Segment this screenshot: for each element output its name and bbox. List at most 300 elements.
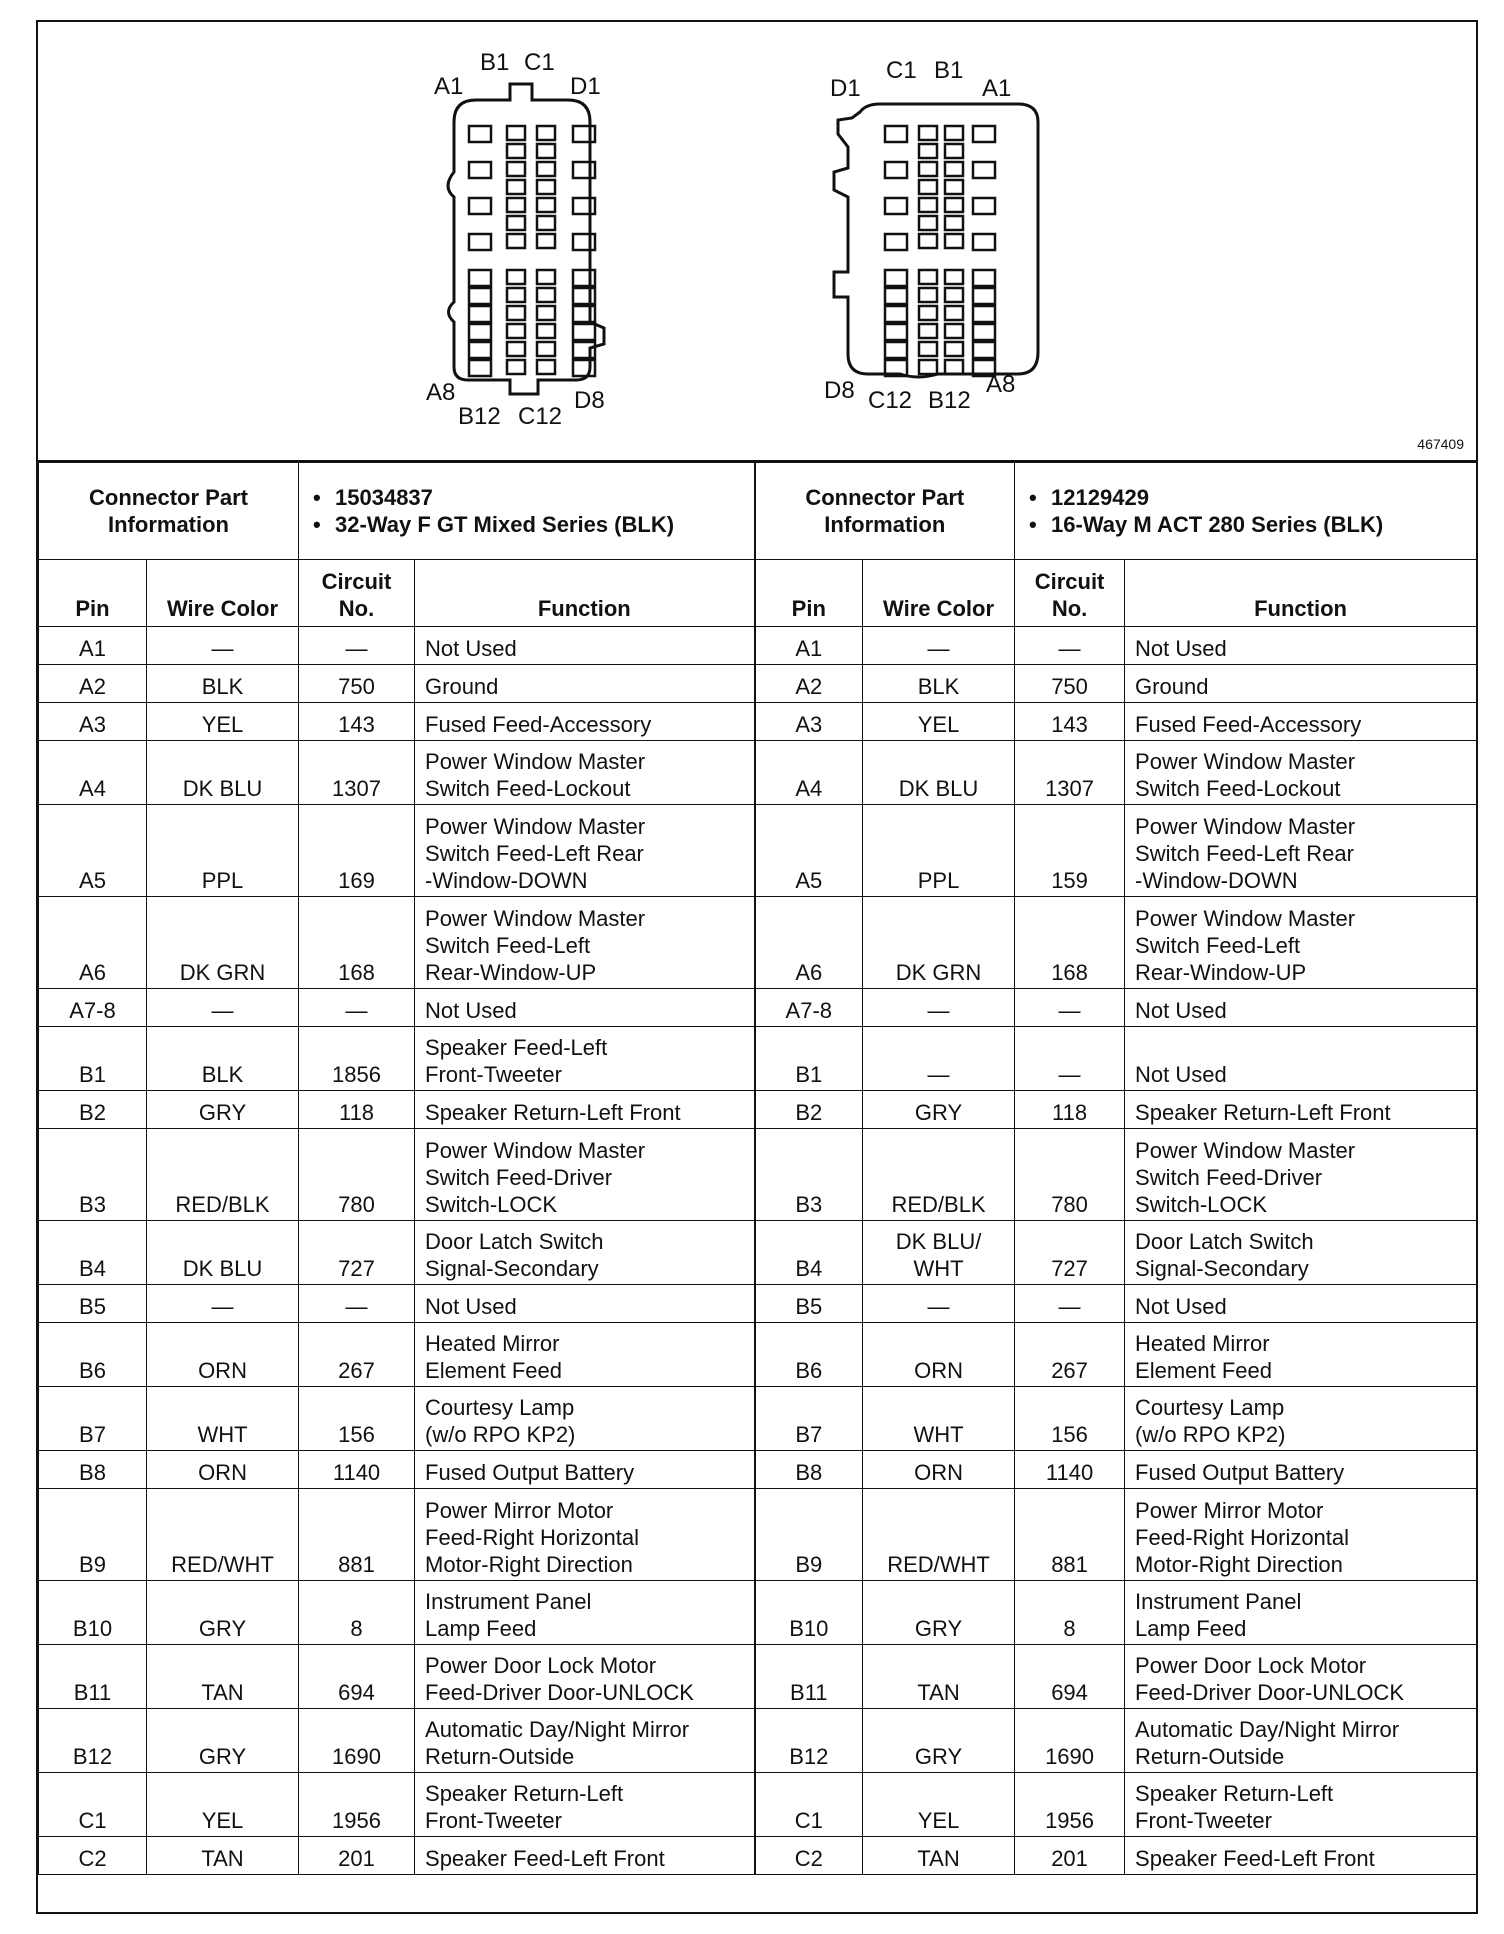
right-pin-cell: B8 [755, 1451, 863, 1489]
c2-label-bottom-3: A8 [986, 371, 1016, 398]
left-wire-color-cell: GRY [147, 1581, 299, 1645]
connector-1-cavity [573, 342, 595, 358]
left-function-cell: Power Window Master Switch Feed-Lockout [415, 741, 755, 805]
connector-2-cavity [885, 306, 907, 322]
column-header-row [39, 560, 1477, 627]
right-pin-cell: B12 [755, 1709, 863, 1773]
right-circuit-no-cell: 1956 [1015, 1773, 1125, 1837]
connector-1-cavity [469, 342, 491, 358]
left-function-cell: Power Window Master Switch Feed-Left Rear-Window-UP [415, 897, 755, 989]
left-wire-color-cell: TAN [147, 1645, 299, 1709]
connector-2-cavity [945, 144, 963, 158]
connector-2-cavity [945, 360, 963, 374]
left-function-cell: Speaker Feed-Left Front-Tweeter [415, 1027, 755, 1091]
table-row [39, 1027, 1477, 1091]
left-circuit-no-cell: 201 [299, 1837, 415, 1875]
table-row [39, 1837, 1477, 1875]
c2-label-top-0: D1 [830, 75, 861, 102]
connector-2-cavity [885, 288, 907, 304]
right-circuit-no-cell: 881 [1015, 1489, 1125, 1581]
left-wire-color-cell: BLK [147, 1027, 299, 1091]
connector-2-cavities [885, 126, 995, 376]
right-circuit-no-cell: — [1015, 989, 1125, 1027]
connector-2-cavity [973, 198, 995, 214]
left-pin-cell: C2 [39, 1837, 147, 1875]
table-row [39, 1709, 1477, 1773]
connector-1-cavity [573, 234, 595, 250]
left-pin-cell: A6 [39, 897, 147, 989]
left-circuit-no-cell: 1140 [299, 1451, 415, 1489]
right-wire-color-cell: TAN [863, 1837, 1015, 1875]
right-pin-cell: B7 [755, 1387, 863, 1451]
header-pin: Pin [755, 560, 863, 627]
connector-1-cavity [469, 288, 491, 304]
connector-2-cavity [919, 360, 937, 374]
right-circuit-no-cell: 156 [1015, 1387, 1125, 1451]
right-circuit-no-cell: 159 [1015, 805, 1125, 897]
connector-1-cavity [507, 198, 525, 212]
connector-2-cavity [919, 144, 937, 158]
left-pin-cell: B10 [39, 1581, 147, 1645]
connector-2-cavity [919, 288, 937, 302]
connector-1-cavity [469, 234, 491, 250]
left-circuit-no-cell: 727 [299, 1221, 415, 1285]
connector-2-cavity [945, 234, 963, 248]
connector-1-cavity [537, 144, 555, 158]
connector-2-cavity [973, 126, 995, 142]
left-function-cell: Heated Mirror Element Feed [415, 1323, 755, 1387]
left-wire-color-cell: RED/BLK [147, 1129, 299, 1221]
left-wire-color-cell: BLK [147, 665, 299, 703]
table-row [39, 1285, 1477, 1323]
connector-1-cavity [507, 180, 525, 194]
connector-1-cavity [537, 360, 555, 374]
left-wire-color-cell: YEL [147, 703, 299, 741]
connector-1-cavity [537, 234, 555, 248]
right-wire-color-cell: GRY [863, 1581, 1015, 1645]
left-pin-cell: A4 [39, 741, 147, 805]
connector-2-cavity [973, 162, 995, 178]
connector-2-cavity [945, 198, 963, 212]
left-circuit-no-cell: 881 [299, 1489, 415, 1581]
connector-1-cavity [573, 306, 595, 322]
left-pin-cell: B7 [39, 1387, 147, 1451]
connector-1-cavity [537, 306, 555, 320]
connector-1-cavity [573, 126, 595, 142]
left-pin-cell: A3 [39, 703, 147, 741]
connector-2-cavity [919, 126, 937, 140]
left-function-cell: Courtesy Lamp (w/o RPO KP2) [415, 1387, 755, 1451]
right-circuit-no-cell: 201 [1015, 1837, 1125, 1875]
right-function-cell: Not Used [1125, 627, 1477, 665]
connector-2-cavity [919, 180, 937, 194]
left-function-cell: Not Used [415, 627, 755, 665]
left-pin-cell: A5 [39, 805, 147, 897]
connector-1-cavities [469, 126, 595, 376]
connector-2-cavity [945, 180, 963, 194]
c2-label-bottom-2: B12 [928, 387, 971, 414]
table-row [39, 805, 1477, 897]
right-wire-color-cell: — [863, 989, 1015, 1027]
left-circuit-no-cell: 1856 [299, 1027, 415, 1091]
c1-label-top-2: C1 [524, 49, 555, 76]
connector-1-cavity [573, 360, 595, 376]
right-function-cell: Automatic Day/Night Mirror Return-Outside [1125, 1709, 1477, 1773]
right-wire-color-cell: PPL [863, 805, 1015, 897]
connector-2-info-label: Connector Part Information [755, 463, 1015, 560]
connector-1-cavity [537, 216, 555, 230]
left-function-cell: Power Door Lock Motor Feed-Driver Door-UNLOCK [415, 1645, 755, 1709]
table-row [39, 897, 1477, 989]
right-pin-cell: A4 [755, 741, 863, 805]
right-wire-color-cell: ORN [863, 1451, 1015, 1489]
table-row [39, 1091, 1477, 1129]
right-pin-cell: C2 [755, 1837, 863, 1875]
connector-1-cavity [573, 198, 595, 214]
connector-1-cavity [507, 162, 525, 176]
right-function-cell: Courtesy Lamp (w/o RPO KP2) [1125, 1387, 1477, 1451]
right-function-cell: Power Window Master Switch Feed-Left Rear -Window-DOWN [1125, 805, 1477, 897]
left-circuit-no-cell: 143 [299, 703, 415, 741]
left-pin-cell: A2 [39, 665, 147, 703]
left-wire-color-cell: — [147, 627, 299, 665]
left-wire-color-cell: DK BLU [147, 1221, 299, 1285]
left-circuit-no-cell: — [299, 989, 415, 1027]
right-function-cell: Fused Output Battery [1125, 1451, 1477, 1489]
left-pin-cell: B2 [39, 1091, 147, 1129]
connector-drawings [38, 22, 1476, 460]
right-function-cell: Speaker Return-Left Front-Tweeter [1125, 1773, 1477, 1837]
connector-2-cavity [885, 198, 907, 214]
left-pin-cell: B8 [39, 1451, 147, 1489]
left-circuit-no-cell: 780 [299, 1129, 415, 1221]
connector-1-cavity [507, 126, 525, 140]
left-pin-cell: B11 [39, 1645, 147, 1709]
connector-2-cavity [973, 288, 995, 304]
table-row [39, 1323, 1477, 1387]
header-wire-color: Wire Color [863, 560, 1015, 627]
left-wire-color-cell: — [147, 989, 299, 1027]
right-wire-color-cell: GRY [863, 1091, 1015, 1129]
right-function-cell: Door Latch Switch Signal-Secondary [1125, 1221, 1477, 1285]
table-row [39, 1773, 1477, 1837]
connector-2-cavity [885, 342, 907, 358]
connector-1-cavity [537, 324, 555, 338]
left-circuit-no-cell: 750 [299, 665, 415, 703]
connector-info-row [39, 463, 1477, 560]
right-pin-cell: B2 [755, 1091, 863, 1129]
c2-label-top-3: A1 [982, 75, 1012, 102]
connector-1-cavity [537, 180, 555, 194]
left-function-cell: Instrument Panel Lamp Feed [415, 1581, 755, 1645]
left-circuit-no-cell: 169 [299, 805, 415, 897]
left-function-cell: Power Window Master Switch Feed-Left Rear -Window-DOWN [415, 805, 755, 897]
table-row [39, 1581, 1477, 1645]
right-wire-color-cell: RED/WHT [863, 1489, 1015, 1581]
connector-1-cavity [537, 342, 555, 356]
left-wire-color-cell: WHT [147, 1387, 299, 1451]
connector-2-part-info: • 12129429 • 16-Way M ACT 280 Series (BLK) [1015, 463, 1477, 560]
left-circuit-no-cell: 8 [299, 1581, 415, 1645]
connector-diagram [38, 22, 1476, 462]
connector-2-cavity [919, 324, 937, 338]
connector-1-cavity [507, 324, 525, 338]
connector-1-cavity [469, 324, 491, 340]
connector-1-cavity [507, 234, 525, 248]
right-pin-cell: A6 [755, 897, 863, 989]
left-wire-color-cell: ORN [147, 1323, 299, 1387]
c1-label-top-0: A1 [434, 73, 464, 100]
connector-2-cavity [885, 126, 907, 142]
pinout-table [38, 462, 1477, 1875]
left-function-cell: Fused Feed-Accessory [415, 703, 755, 741]
right-circuit-no-cell: — [1015, 627, 1125, 665]
connector-2-cavity [945, 216, 963, 230]
right-circuit-no-cell: 8 [1015, 1581, 1125, 1645]
left-function-cell: Power Mirror Motor Feed-Right Horizontal Motor-Right Direction [415, 1489, 755, 1581]
right-pin-cell: B3 [755, 1129, 863, 1221]
left-wire-color-cell: PPL [147, 805, 299, 897]
c1-label-bottom-0: A8 [426, 379, 456, 406]
connector-1-cavity [507, 288, 525, 302]
right-wire-color-cell: DK BLU [863, 741, 1015, 805]
left-wire-color-cell: ORN [147, 1451, 299, 1489]
connector-1-cavity [573, 270, 595, 286]
right-wire-color-cell: TAN [863, 1645, 1015, 1709]
header-circuit-no: Circuit No. [1015, 560, 1125, 627]
right-function-cell: Not Used [1125, 989, 1477, 1027]
c2-label-top-2: B1 [934, 57, 964, 84]
left-wire-color-cell: DK BLU [147, 741, 299, 805]
connector-1-cavity [573, 324, 595, 340]
connector-2-cavity [973, 342, 995, 358]
right-wire-color-cell: RED/BLK [863, 1129, 1015, 1221]
right-wire-color-cell: WHT [863, 1387, 1015, 1451]
connector-1-cavity [507, 144, 525, 158]
c1-label-bottom-3: D8 [574, 387, 605, 414]
connector-2-cavity [919, 198, 937, 212]
left-circuit-no-cell: 156 [299, 1387, 415, 1451]
right-function-cell: Instrument Panel Lamp Feed [1125, 1581, 1477, 1645]
left-function-cell: Automatic Day/Night Mirror Return-Outside [415, 1709, 755, 1773]
right-circuit-no-cell: — [1015, 1285, 1125, 1323]
left-circuit-no-cell: 118 [299, 1091, 415, 1129]
right-circuit-no-cell: 168 [1015, 897, 1125, 989]
right-wire-color-cell: GRY [863, 1709, 1015, 1773]
connector-1-cavity [507, 342, 525, 356]
connector-1-cavity [469, 270, 491, 286]
right-pin-cell: C1 [755, 1773, 863, 1837]
table-row [39, 1489, 1477, 1581]
c1-label-top-1: B1 [480, 49, 510, 76]
left-function-cell: Not Used [415, 1285, 755, 1323]
left-wire-color-cell: TAN [147, 1837, 299, 1875]
connector-2-cavity [885, 162, 907, 178]
connector-2-cavity [945, 342, 963, 356]
right-wire-color-cell: ORN [863, 1323, 1015, 1387]
left-function-cell: Not Used [415, 989, 755, 1027]
connector-1-cavity [507, 216, 525, 230]
right-pin-cell: A7-8 [755, 989, 863, 1027]
connector-2-cavity [919, 216, 937, 230]
connector-2-cavity [973, 234, 995, 250]
left-pin-cell: B6 [39, 1323, 147, 1387]
left-circuit-no-cell: 1956 [299, 1773, 415, 1837]
connector-2-cavity [945, 288, 963, 302]
left-wire-color-cell: RED/WHT [147, 1489, 299, 1581]
connector-2-description: 16-Way M ACT 280 Series (BLK) [1051, 512, 1384, 537]
right-pin-cell: A1 [755, 627, 863, 665]
left-circuit-no-cell: — [299, 1285, 415, 1323]
connector-1-cavity [537, 126, 555, 140]
connector-1-cavity [537, 162, 555, 176]
left-circuit-no-cell: — [299, 627, 415, 665]
left-function-cell: Ground [415, 665, 755, 703]
right-circuit-no-cell: 1140 [1015, 1451, 1125, 1489]
connector-2-cavity [973, 306, 995, 322]
left-pin-cell: C1 [39, 1773, 147, 1837]
right-circuit-no-cell: 267 [1015, 1323, 1125, 1387]
connector-2-cavity [885, 234, 907, 250]
header-pin: Pin [39, 560, 147, 627]
c2-label-top-1: C1 [886, 57, 917, 84]
connector-2-cavity [973, 270, 995, 286]
connector-1-cavity [573, 162, 595, 178]
left-pin-cell: B3 [39, 1129, 147, 1221]
table-row [39, 665, 1477, 703]
connector-1-description: 32-Way F GT Mixed Series (BLK) [335, 512, 675, 537]
figure-id: 467409 [1417, 436, 1464, 452]
connector-2-cavity [919, 234, 937, 248]
left-pin-cell: B1 [39, 1027, 147, 1091]
right-function-cell: Speaker Return-Left Front [1125, 1091, 1477, 1129]
connector-2-cavity [919, 342, 937, 356]
connector-2-cavity [945, 270, 963, 284]
right-wire-color-cell: BLK [863, 665, 1015, 703]
connector-2-cavity [945, 162, 963, 176]
table-row [39, 1129, 1477, 1221]
right-circuit-no-cell: 694 [1015, 1645, 1125, 1709]
connector-1-cavity [537, 270, 555, 284]
c1-label-bottom-1: B12 [458, 403, 501, 430]
left-pin-cell: B5 [39, 1285, 147, 1323]
right-circuit-no-cell: 118 [1015, 1091, 1125, 1129]
connector-1-cavity [573, 288, 595, 304]
right-function-cell: Not Used [1125, 1027, 1477, 1091]
right-wire-color-cell: — [863, 1285, 1015, 1323]
header-function: Function [1125, 560, 1477, 627]
header-function: Function [415, 560, 755, 627]
table-row [39, 703, 1477, 741]
left-function-cell: Power Window Master Switch Feed-Driver Switch-LOCK [415, 1129, 755, 1221]
connector-1-cavity [507, 270, 525, 284]
right-function-cell: Power Window Master Switch Feed-Left Rear-Window-UP [1125, 897, 1477, 989]
right-circuit-no-cell: 1690 [1015, 1709, 1125, 1773]
connector-2-cavity [919, 306, 937, 320]
right-circuit-no-cell: 143 [1015, 703, 1125, 741]
right-pin-cell: A2 [755, 665, 863, 703]
right-pin-cell: B4 [755, 1221, 863, 1285]
left-function-cell: Fused Output Battery [415, 1451, 755, 1489]
left-wire-color-cell: GRY [147, 1091, 299, 1129]
table-row [39, 1221, 1477, 1285]
header-circuit-no: Circuit No. [299, 560, 415, 627]
right-function-cell: Heated Mirror Element Feed [1125, 1323, 1477, 1387]
right-function-cell: Power Window Master Switch Feed-Lockout [1125, 741, 1477, 805]
right-pin-cell: B5 [755, 1285, 863, 1323]
table-row [39, 1451, 1477, 1489]
left-function-cell: Door Latch Switch Signal-Secondary [415, 1221, 755, 1285]
right-circuit-no-cell: 727 [1015, 1221, 1125, 1285]
connector-1-cavity [507, 360, 525, 374]
right-function-cell: Fused Feed-Accessory [1125, 703, 1477, 741]
right-pin-cell: B9 [755, 1489, 863, 1581]
left-pin-cell: B9 [39, 1489, 147, 1581]
c2-label-bottom-0: D8 [824, 377, 855, 404]
connector-1-cavity [507, 306, 525, 320]
left-circuit-no-cell: 1307 [299, 741, 415, 805]
left-function-cell: Speaker Return-Left Front [415, 1091, 755, 1129]
connector-1-part-info: • 15034837 • 32-Way F GT Mixed Series (BLK) [299, 463, 755, 560]
table-row [39, 741, 1477, 805]
right-circuit-no-cell: 1307 [1015, 741, 1125, 805]
right-wire-color-cell: — [863, 1027, 1015, 1091]
connector-2-cavity [885, 324, 907, 340]
connector-2-cavity [945, 306, 963, 320]
connector-1-cavity [469, 126, 491, 142]
table-row [39, 989, 1477, 1027]
left-wire-color-cell: — [147, 1285, 299, 1323]
right-wire-color-cell: DK GRN [863, 897, 1015, 989]
table-row [39, 627, 1477, 665]
left-pin-cell: B12 [39, 1709, 147, 1773]
connector-2-cavity [919, 162, 937, 176]
right-wire-color-cell: YEL [863, 703, 1015, 741]
left-wire-color-cell: DK GRN [147, 897, 299, 989]
right-wire-color-cell: YEL [863, 1773, 1015, 1837]
connector-2-part-number: 12129429 [1051, 485, 1149, 510]
connector-1-cavity [469, 198, 491, 214]
left-circuit-no-cell: 168 [299, 897, 415, 989]
connector-1-cavity [537, 198, 555, 212]
c1-label-top-3: D1 [570, 73, 601, 100]
right-pin-cell: B11 [755, 1645, 863, 1709]
right-function-cell: Speaker Feed-Left Front [1125, 1837, 1477, 1875]
right-pin-cell: B1 [755, 1027, 863, 1091]
connector-1-part-number: 15034837 [335, 485, 433, 510]
left-pin-cell: A7-8 [39, 989, 147, 1027]
right-function-cell: Ground [1125, 665, 1477, 703]
right-function-cell: Power Door Lock Motor Feed-Driver Door-UNLOCK [1125, 1645, 1477, 1709]
table-row [39, 1387, 1477, 1451]
pinout-sheet [36, 20, 1478, 1914]
right-circuit-no-cell: — [1015, 1027, 1125, 1091]
left-pin-cell: A1 [39, 627, 147, 665]
connector-2-cavity [919, 270, 937, 284]
left-wire-color-cell: GRY [147, 1709, 299, 1773]
connector-1-info-label: Connector Part Information [39, 463, 299, 560]
left-pin-cell: B4 [39, 1221, 147, 1285]
connector-1-cavity [469, 162, 491, 178]
right-pin-cell: B10 [755, 1581, 863, 1645]
right-wire-color-cell: — [863, 627, 1015, 665]
right-wire-color-cell: DK BLU/ WHT [863, 1221, 1015, 1285]
left-wire-color-cell: YEL [147, 1773, 299, 1837]
connector-1-cavity [537, 288, 555, 302]
connector-2-cavity [945, 324, 963, 338]
right-circuit-no-cell: 750 [1015, 665, 1125, 703]
table-row [39, 1645, 1477, 1709]
